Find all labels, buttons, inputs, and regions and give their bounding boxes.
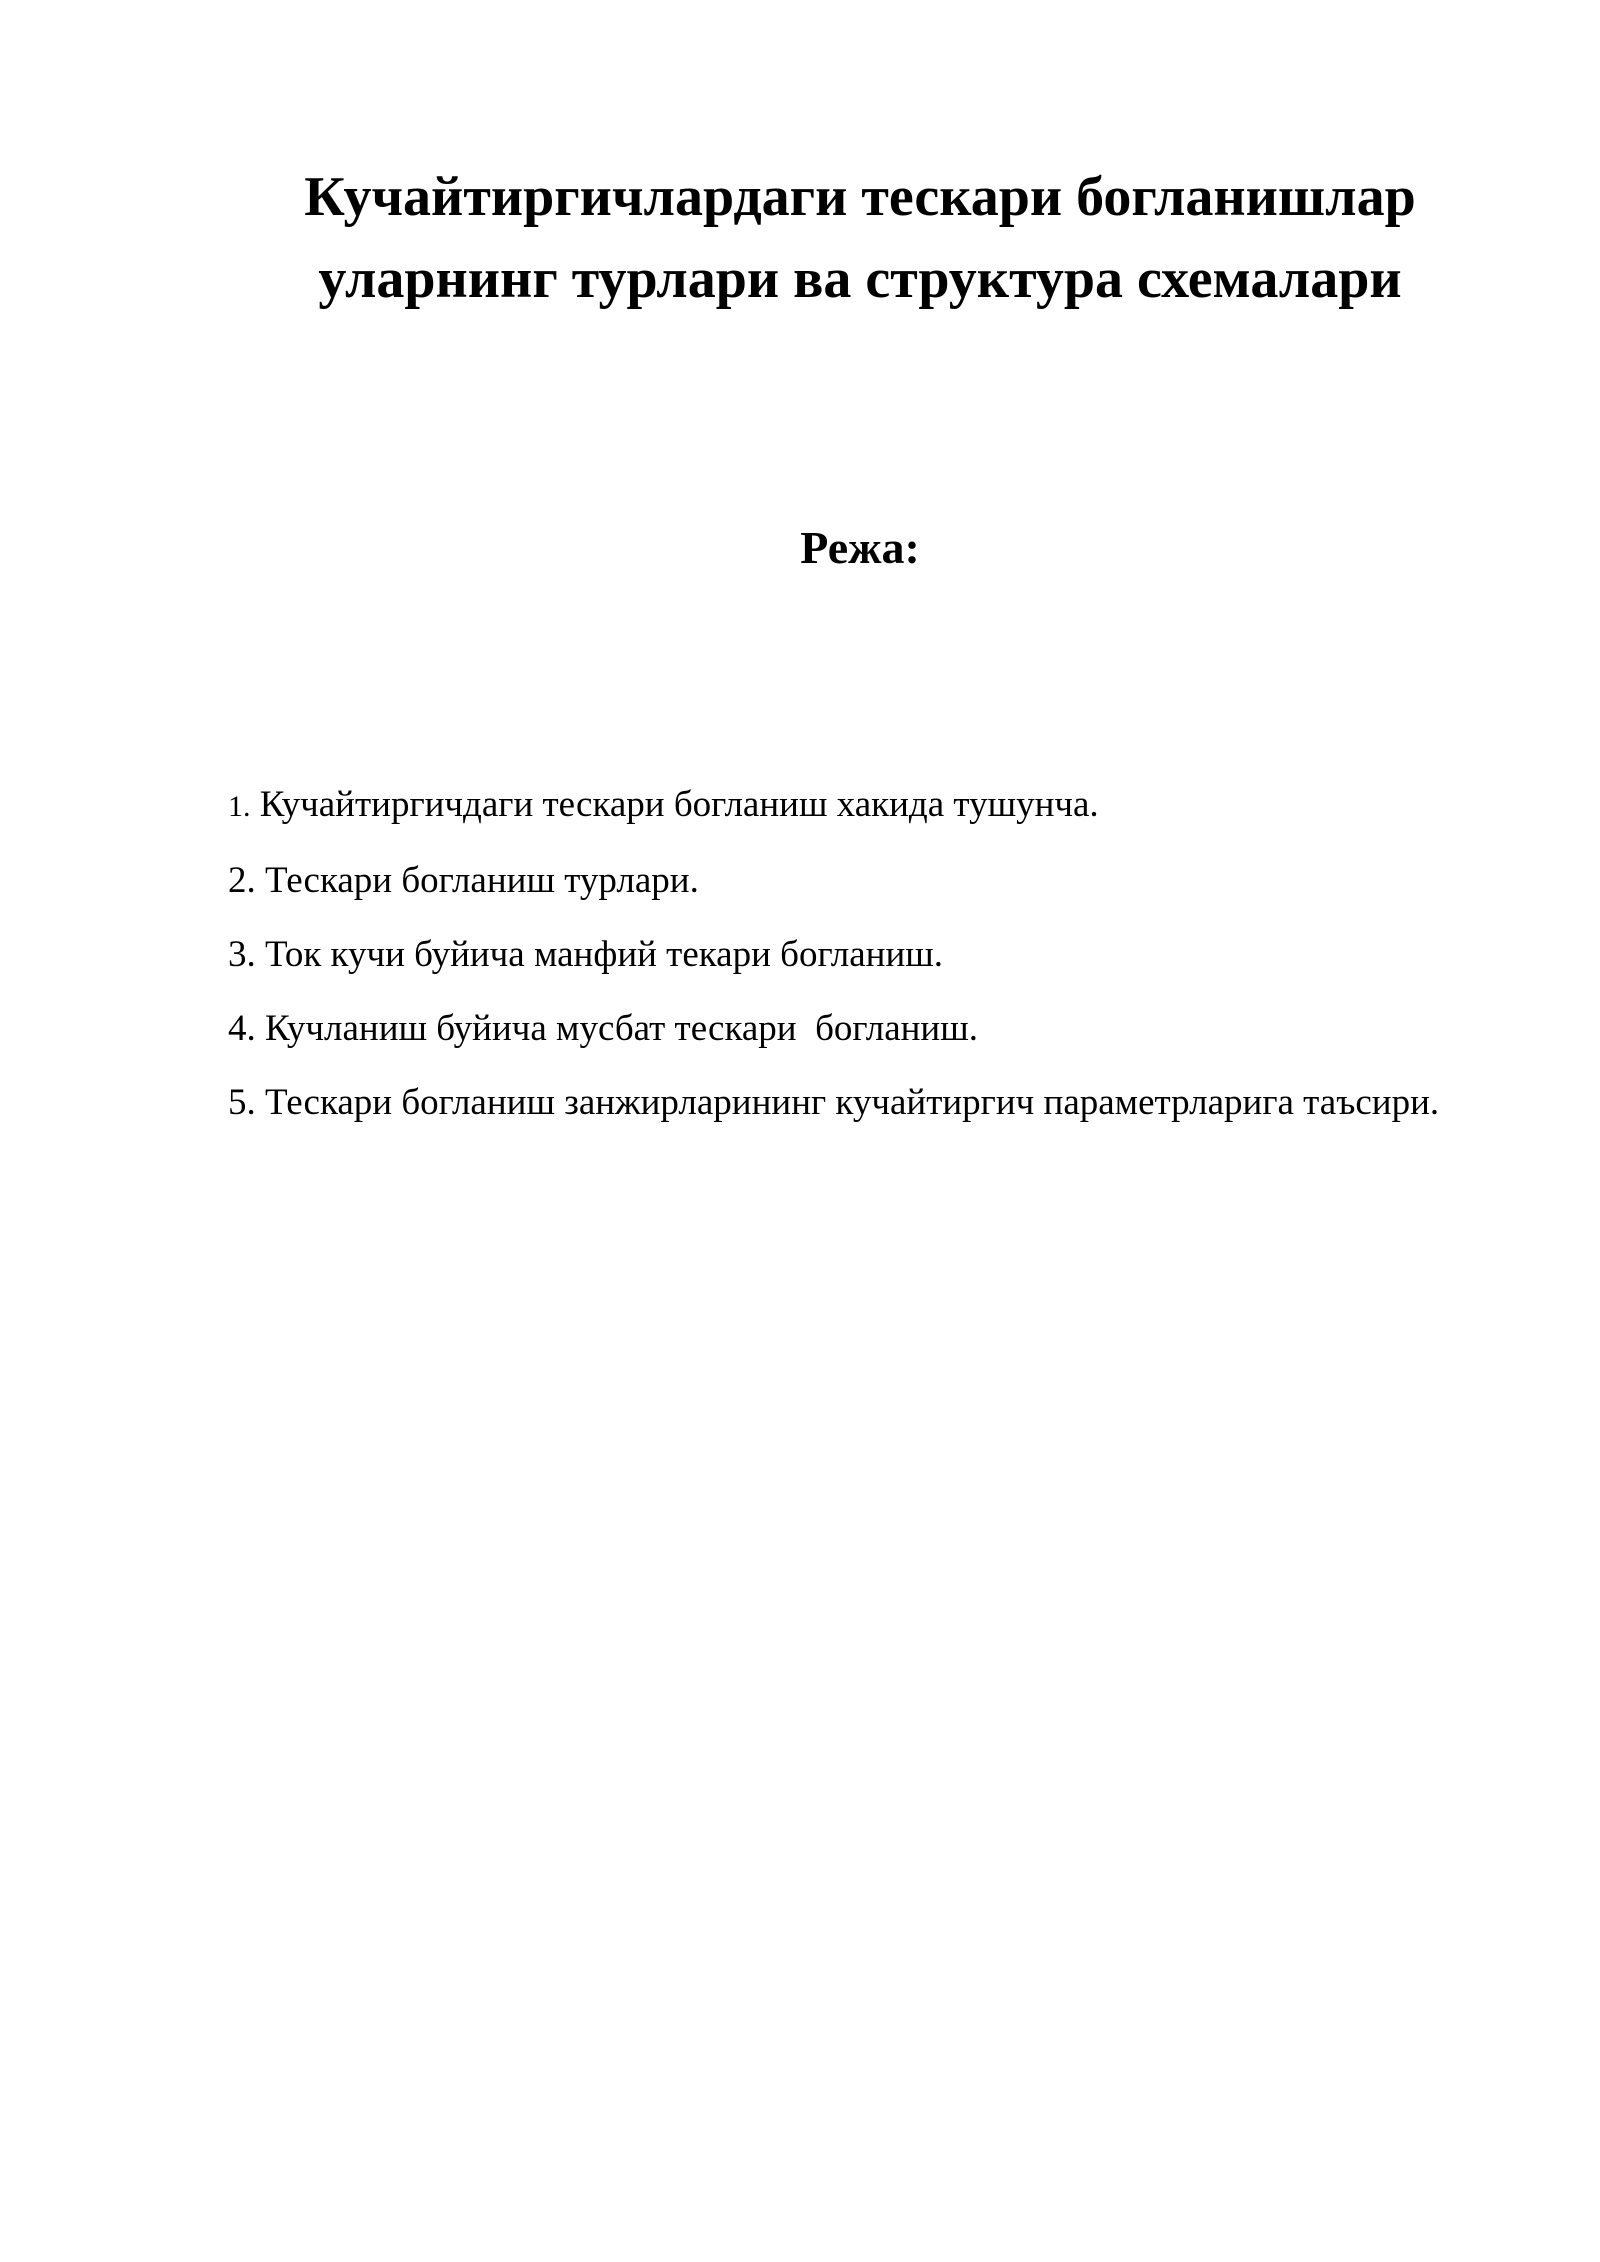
plan-item-number: 3. (228, 934, 256, 975)
plan-item-number: 1. (228, 790, 251, 823)
plan-item-3 (228, 918, 1528, 992)
plan-item-text: Кучайтиргичдаги тескари богланиш хакида тушунча. (259, 784, 1099, 825)
plan-item-text: Тескари богланиш турлари. (265, 860, 699, 901)
plan-heading: Режа: (800, 522, 920, 573)
plan-item-text: Ток кучи буйича манфий текари богланиш. (265, 934, 943, 975)
plan-item-5 (228, 1066, 1528, 1140)
plan-item-text: Тескари богланиш занжирларининг кучайтиргич параметрларига таъсири. (265, 1082, 1440, 1123)
title-line-2: уларнинг турлари ва структура схемалари (318, 248, 1402, 310)
plan-item-number: 2. (228, 860, 256, 901)
document-title (200, 156, 1520, 320)
plan-list (228, 768, 1528, 1140)
plan-item-4 (228, 992, 1528, 1066)
plan-item-number: 5. (228, 1082, 256, 1123)
plan-item-2 (228, 844, 1528, 918)
title-line-1: Кучайтиргичлардаги тескари богланишлар (304, 166, 1416, 228)
plan-item-1 (228, 768, 1528, 844)
plan-item-text: Кучланиш буйича мусбат тескари богланиш. (265, 1008, 978, 1049)
plan-item-number: 4. (228, 1008, 256, 1049)
